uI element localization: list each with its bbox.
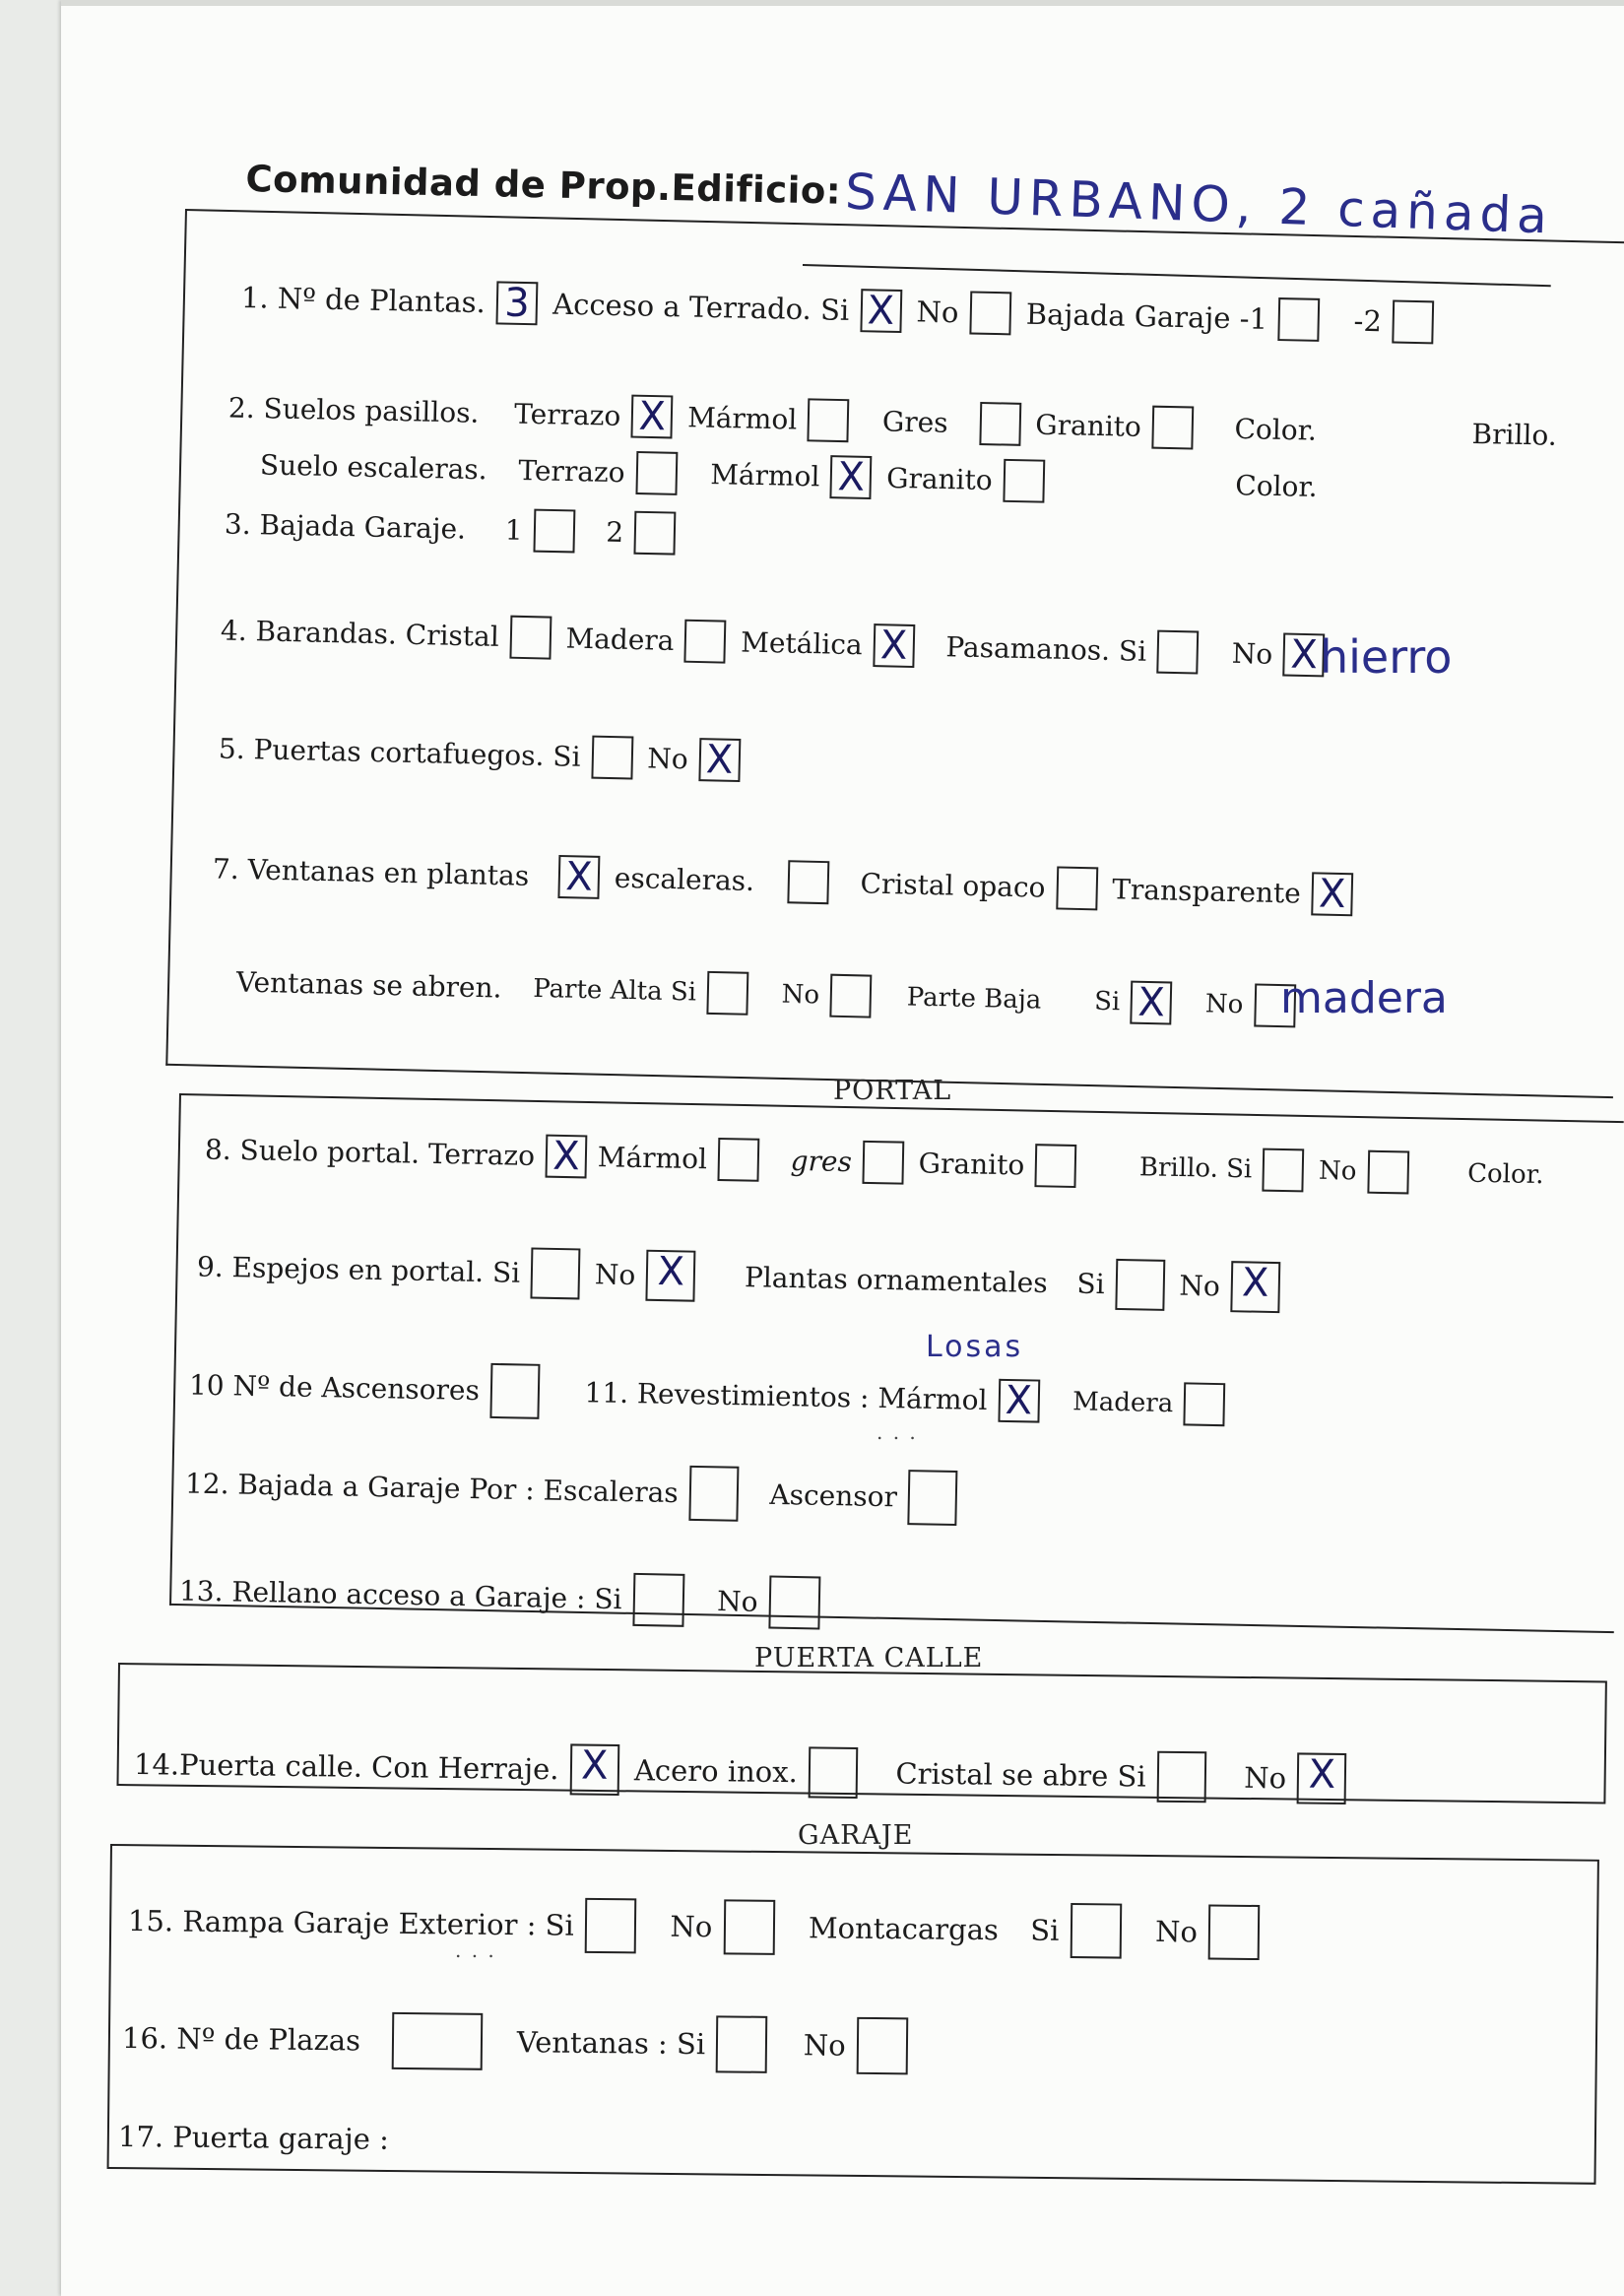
q7-escaleras-label: escaleras. [614, 861, 755, 897]
pasamanos-no-checkbox[interactable]: X [1283, 632, 1326, 677]
row-q17 [118, 2118, 389, 2156]
q2-marmol-label: Mármol [686, 401, 798, 436]
cristal-si-checkbox[interactable] [1157, 1751, 1207, 1804]
q7b-label: Ventanas se abren. [235, 965, 502, 1005]
q1-acceso-label: Acceso a Terrado. Si [552, 287, 850, 327]
paper-top-edge [61, 0, 1624, 6]
q2-color-label: Color. [1234, 412, 1318, 447]
q13-label: 13. Rellano acceso a Garaje : Si [178, 1574, 622, 1616]
q9-no-label: No [594, 1258, 636, 1292]
q11-madera-label: Madera [1072, 1387, 1174, 1419]
cristal-opaco-checkbox[interactable] [1056, 866, 1098, 910]
acero-inox-checkbox[interactable] [809, 1746, 859, 1799]
q2b-granito-label: Granito [885, 461, 994, 497]
building-name-handwritten: SAN URBANO, 2 cañada [844, 163, 1554, 245]
q2-gres-label: Gres [881, 405, 948, 439]
barandas-madera-checkbox[interactable] [684, 620, 727, 664]
q4-no-label: No [1231, 636, 1273, 671]
q4-madera-label: Madera [565, 622, 675, 657]
bajada-minus1-checkbox[interactable] [1278, 297, 1321, 342]
q2-granito-label: Granito [1034, 408, 1142, 443]
garaje-escaleras-checkbox[interactable] [688, 1466, 739, 1522]
q4-label: 4. Barandas. Cristal [220, 614, 500, 653]
q7-cristal-opaco-label: Cristal opaco [860, 867, 1046, 904]
section-title-puerta-calle: PUERTA CALLE [754, 1643, 984, 1673]
q5-label: 5. Puertas cortafuegos. Si [218, 732, 581, 773]
q8-granito-label: Granito [918, 1147, 1025, 1182]
plazas-count-box[interactable] [392, 2012, 484, 2070]
q16-no-label: No [803, 2028, 846, 2063]
q8-gres-label: gres [790, 1144, 853, 1179]
ascensores-count-box[interactable] [489, 1363, 540, 1419]
portal-brillo-no-checkbox[interactable] [1367, 1150, 1409, 1195]
q2b-marmol-label: Mármol [709, 458, 820, 493]
terrado-si-checkbox[interactable]: X [860, 289, 902, 333]
q11-label: 11. Revestimientos : Mármol [584, 1376, 988, 1417]
garaje-ventanas-no-checkbox[interactable] [857, 2017, 909, 2075]
pasillos-terrazo-checkbox[interactable]: X [631, 395, 674, 439]
q16-ventanas-label: Ventanas : Si [516, 2025, 706, 2062]
plantas-count-box[interactable]: 3 [496, 281, 539, 325]
barandas-cristal-checkbox[interactable] [509, 616, 552, 660]
q15-label: 15. Rampa Garaje Exterior : Si [127, 1904, 574, 1942]
cortafuegos-no-checkbox[interactable]: X [698, 738, 741, 782]
garaje-ventanas-si-checkbox[interactable] [716, 2015, 768, 2073]
q14-no-label: No [1244, 1760, 1287, 1796]
plantas-no-checkbox[interactable]: X [1230, 1261, 1280, 1313]
montacargas-si-checkbox[interactable] [1070, 1903, 1122, 1959]
q3-opt2-label: 2 [606, 515, 624, 549]
q14-label: 14.Puerta calle. Con Herraje. [133, 1747, 559, 1787]
escaleras-granito-checkbox[interactable] [1003, 459, 1045, 503]
parte-alta-si-checkbox[interactable] [706, 971, 748, 1016]
espejos-si-checkbox[interactable] [531, 1248, 581, 1300]
q2-brillo-label: Brillo. [1471, 417, 1558, 452]
revestimiento-handwritten-note: Losas [926, 1330, 1024, 1364]
portal-terrazo-checkbox[interactable]: X [546, 1135, 588, 1179]
q16-label: 16. Nº de Plazas [121, 2021, 361, 2058]
q2-label: 2. Suelos pasillos. [227, 391, 480, 429]
q9-label: 9. Espejos en portal. Si [196, 1250, 521, 1289]
rampa-si-checkbox[interactable] [585, 1898, 637, 1954]
section-title-garaje: GARAJE [798, 1820, 914, 1851]
q12-ascensor-label: Ascensor [769, 1477, 898, 1514]
rampa-no-checkbox[interactable] [723, 1899, 775, 1955]
q14-acero-label: Acero inox. [633, 1753, 799, 1790]
revestimiento-madera-checkbox[interactable] [1184, 1382, 1226, 1426]
q7b-si-label: Si [1093, 986, 1121, 1017]
portal-brillo-si-checkbox[interactable] [1263, 1148, 1305, 1193]
parte-alta-no-checkbox[interactable] [830, 974, 873, 1018]
q5-no-label: No [646, 742, 689, 776]
q9-no2-label: No [1179, 1269, 1221, 1303]
q15-montacargas-label: Montacargas [808, 1911, 1000, 1947]
pasamanos-si-checkbox[interactable] [1157, 630, 1200, 675]
revestimiento-marmol-checkbox[interactable]: X [998, 1379, 1040, 1423]
q3-label: 3. Bajada Garaje. [224, 507, 467, 546]
q4-pasamanos-label: Pasamanos. Si [945, 630, 1147, 668]
q2-terrazo-label: Terrazo [513, 397, 621, 432]
speck-marks-2: . . . [455, 1938, 496, 1962]
barandas-handwritten-note: hierro [1320, 630, 1453, 684]
pasillos-gres-checkbox[interactable] [979, 402, 1021, 446]
pasillos-marmol-checkbox[interactable] [808, 398, 850, 442]
garaje-ascensor-checkbox[interactable] [907, 1470, 957, 1526]
portal-gres-checkbox[interactable] [862, 1141, 904, 1185]
cortafuegos-si-checkbox[interactable] [591, 736, 633, 780]
q13-no-label: No [716, 1584, 758, 1618]
q2b-label: Suelo escaleras. [259, 448, 487, 487]
bajada-minus2-checkbox[interactable] [1393, 299, 1435, 344]
rellano-si-checkbox[interactable] [632, 1573, 684, 1627]
q7-label: 7. Ventanas en plantas [212, 852, 530, 892]
rellano-no-checkbox[interactable] [768, 1575, 820, 1629]
q7b-parte-alta-label: Parte Alta Si [532, 973, 697, 1008]
escaleras-terrazo-checkbox[interactable] [635, 451, 678, 495]
q10-label: 10 Nº de Ascensores [188, 1368, 481, 1408]
herraje-checkbox[interactable]: X [569, 1743, 619, 1796]
ventanas-escaleras-checkbox[interactable] [787, 860, 829, 904]
q7-transparente-label: Transparente [1111, 873, 1302, 910]
q17-label: 17. Puerta garaje : [117, 2120, 390, 2156]
q8-label: 8. Suelo portal. Terrazo [204, 1133, 536, 1172]
portal-granito-checkbox[interactable] [1035, 1144, 1077, 1188]
q8-color-label: Color. [1466, 1158, 1544, 1191]
q8-brillo-label: Brillo. Si [1138, 1152, 1253, 1185]
q2b-terrazo-label: Terrazo [518, 454, 625, 490]
section-title-portal: PORTAL [833, 1076, 952, 1106]
parte-baja-si-checkbox[interactable]: X [1131, 981, 1173, 1025]
q2b-color-label: Color. [1235, 469, 1319, 503]
q15-si-label: Si [1030, 1913, 1060, 1947]
escaleras-marmol-checkbox[interactable]: X [830, 455, 873, 499]
montacargas-no-checkbox[interactable] [1208, 1904, 1261, 1960]
plantas-si-checkbox[interactable] [1115, 1259, 1165, 1311]
barandas-metalica-checkbox[interactable]: X [873, 623, 915, 668]
q1-label: 1. Nº de Plantas. [240, 281, 487, 320]
speck-marks: . . . [877, 1420, 918, 1444]
q14-cristal-label: Cristal se abre Si [895, 1756, 1146, 1794]
q15-no2-label: No [1154, 1914, 1199, 1949]
row-q16 [122, 2009, 914, 2074]
pasillos-granito-checkbox[interactable] [1151, 406, 1194, 450]
transparente-checkbox[interactable]: X [1311, 872, 1353, 916]
q15-no-label: No [670, 1909, 713, 1944]
q7b-no2-label: No [1204, 989, 1244, 1020]
q12-label: 12. Bajada a Garaje Por : Escaleras [184, 1467, 680, 1510]
ventanas-plantas-checkbox[interactable]: X [557, 855, 600, 899]
q9-si-label: Si [1076, 1267, 1105, 1301]
q3-opt1-label: 1 [504, 513, 523, 547]
cristal-no-checkbox[interactable]: X [1297, 1752, 1347, 1804]
portal-marmol-checkbox[interactable] [717, 1138, 759, 1182]
ventanas-handwritten-note: madera [1280, 973, 1448, 1023]
espejos-no-checkbox[interactable]: X [646, 1250, 696, 1302]
q1-no-label: No [916, 295, 959, 330]
bajada-1-checkbox[interactable] [533, 509, 575, 554]
q9-plantas-label: Plantas ornamentales [744, 1261, 1048, 1300]
q8-marmol-label: Mármol [597, 1141, 708, 1176]
q4-metalica-label: Metálica [740, 625, 864, 662]
q1-minus2-label: -2 [1353, 303, 1383, 339]
header-label: Comunidad de Prop.Edificio: [245, 158, 842, 213]
q7b-no1-label: No [781, 979, 820, 1011]
bajada-2-checkbox[interactable] [634, 511, 677, 556]
q7b-parte-baja-label: Parte Baja [906, 982, 1042, 1016]
q8-no-label: No [1318, 1155, 1357, 1187]
q1-bajada-label: Bajada Garaje -1 [1025, 296, 1268, 336]
terrado-no-checkbox[interactable] [969, 291, 1011, 335]
